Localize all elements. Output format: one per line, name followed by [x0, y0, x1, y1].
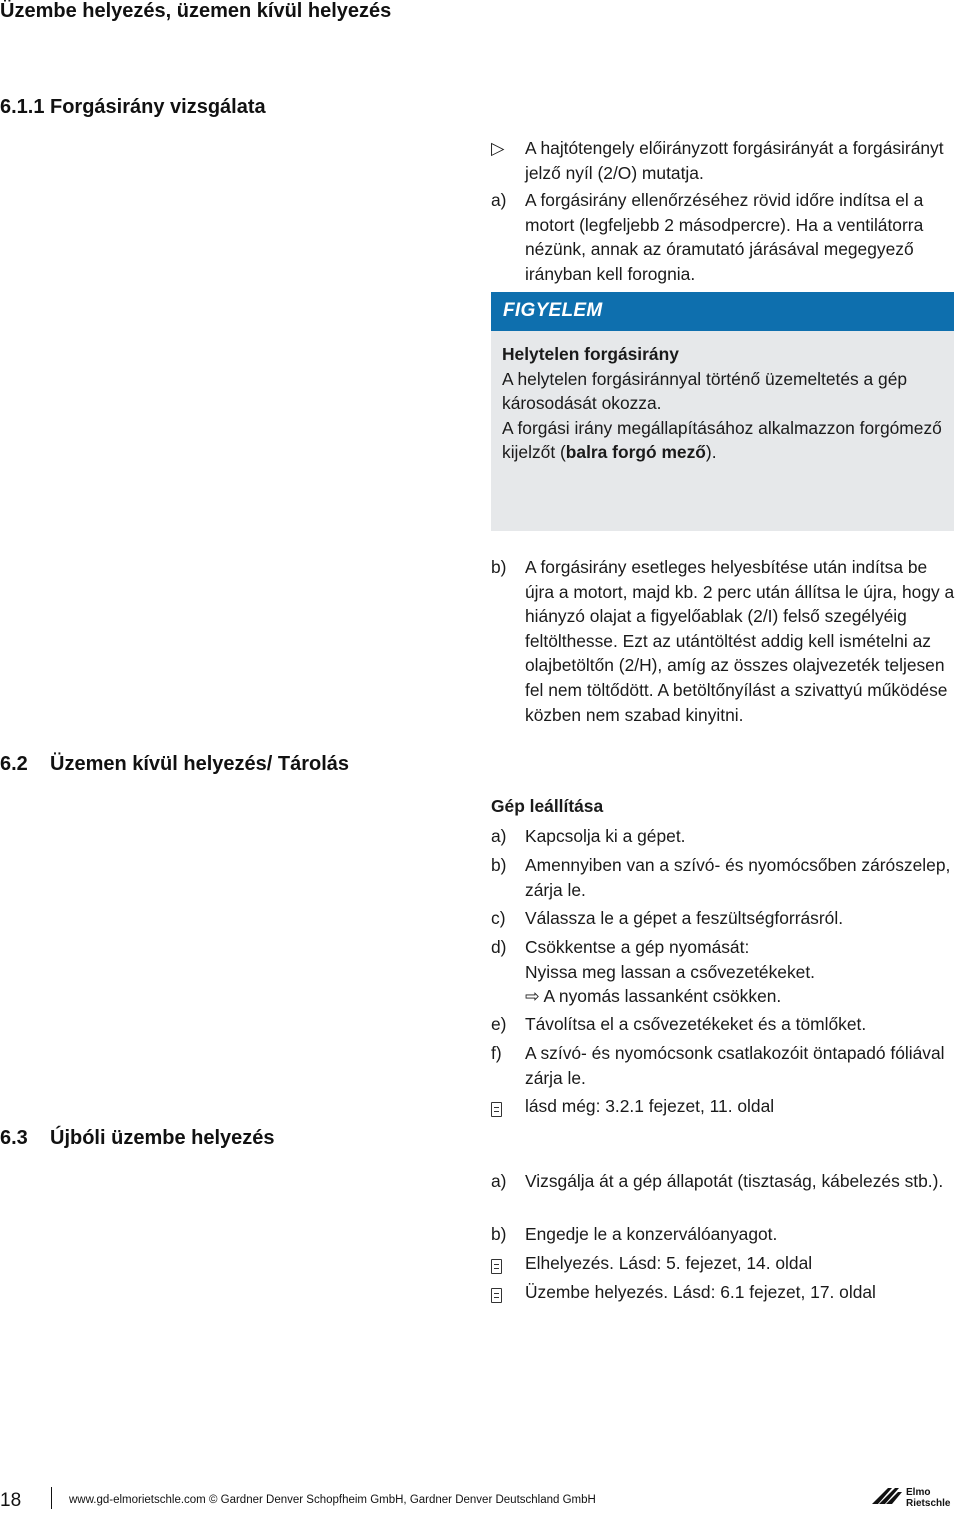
footer-divider [51, 1487, 52, 1509]
list-item-label: b) [491, 1224, 507, 1244]
list-item-label: a) [491, 826, 507, 846]
footer-url[interactable]: www.gd-elmorietschle.com [69, 1494, 206, 1506]
list-item-text: A forgásirány ellenőrzéséhez rövid időre indítsa el a motort (legfeljebb 2 másodpercre). Ha a ventilátorra nézünk, annak az óramutató járásával megegyező irányban kell forognia. [525, 190, 924, 284]
list-item [491, 1251, 956, 1276]
section-heading-6-3 [0, 1127, 275, 1150]
section-title: Újbóli üzembe helyezés [50, 1127, 275, 1149]
section-title: Üzemen kívül helyezés/ Tárolás [50, 753, 350, 775]
list-item-text: Engedje le a konzerválóanyagot. [525, 1224, 778, 1244]
list-item-label: c) [491, 908, 506, 928]
list-item-text: Csökkentse a gép nyomását: [525, 937, 750, 957]
document-reference-icon [491, 1288, 502, 1303]
reference-text: Elhelyezés. Lásd: 5. fejezet, 14. oldal [525, 1253, 813, 1273]
list-item [491, 1280, 956, 1305]
subheading-stop-machine: Gép leállítása [491, 796, 604, 816]
warning-box [491, 331, 954, 531]
warning-emphasis: balra forgó mező [565, 442, 706, 463]
list-item-text: A hajtótengely előirányzott forgásirányát a forgásirányt jelző nyíl (2/O) mutatja. [525, 138, 944, 183]
elmo-rietschle-logo [870, 1484, 958, 1508]
list-item-label: b) [491, 855, 507, 875]
list-item-text: Kapcsolja ki a gépet. [525, 826, 686, 846]
warning-title: Helytelen forgásirány [502, 344, 679, 364]
section-heading-6-2 [0, 753, 349, 776]
precondition-triangle-icon: ▷ [491, 138, 505, 158]
section-number: 6.1.1 [0, 96, 45, 118]
list-item-text: Vizsgálja át a gép állapotát (tisztaság, kábelezés stb.). [525, 1171, 944, 1191]
list-item-text: A forgásirány esetleges helyesbítése után indítsa be újra a motort, majd kb. 2 perc után állítsa le újra, hogy a hiányzó olajat a figyelőablak (2/I) felső szegélyéig feltölthesse. Ezt az utántöltést addig kell ismételni az olajbetöltőn (2/H), amíg az összes olajvezeték teljesen fel nem töltődött. A betöltőnyílást a szivattyú működése közben nem szabad kinyitni. [525, 557, 955, 725]
list-item [491, 188, 956, 286]
logo-swoosh-icon [870, 1484, 958, 1508]
reference-text: Üzembe helyezés. Lásd: 6.1 fejezet, 17. oldal [525, 1282, 876, 1302]
page-title: Üzembe helyezés, üzemen kívül helyezés [0, 0, 392, 22]
result-line: ⇨ A nyomás lassanként csökken. [525, 986, 782, 1007]
section-number: 6.2 [0, 753, 28, 775]
list-item-label: a) [491, 1171, 507, 1191]
list-item-label: e) [491, 1014, 507, 1034]
list-item [491, 1094, 956, 1119]
list-item-label: f) [491, 1043, 502, 1063]
list-item [491, 1041, 956, 1090]
page-number: 18 [0, 1490, 22, 1511]
section-title: Forgásirány vizsgálata [50, 96, 266, 118]
warning-label: FIGYELEM [503, 300, 603, 321]
document-reference-icon [491, 1102, 502, 1117]
logo-text-line1: Elmo [906, 1487, 931, 1498]
list-item-text: Nyissa meg lassan a csővezetékeket. [525, 961, 815, 982]
list-item [491, 1169, 956, 1194]
list-item-text: A szívó- és nyomócsonk csatlakozóit öntapadó fóliával zárja le. [525, 1043, 945, 1088]
list-item [491, 136, 956, 185]
list-item [491, 555, 956, 727]
document-reference-icon [491, 1259, 502, 1274]
list-item [491, 824, 956, 849]
logo-text-line2: Rietschle [906, 1498, 951, 1508]
list-item-label: a) [491, 190, 507, 210]
reference-text: lásd még: 3.2.1 fejezet, 11. oldal [525, 1096, 775, 1116]
list-item [491, 1222, 956, 1247]
list-item [491, 906, 956, 931]
list-item-label: b) [491, 557, 507, 577]
warning-header [491, 292, 954, 331]
result-arrow-icon: ⇨ [525, 986, 540, 1007]
section-number: 6.3 [0, 1127, 28, 1149]
list-item-text: Válassza le a gépet a feszültségforrásról. [525, 908, 844, 928]
list-item [491, 853, 956, 902]
section-heading-6-1-1 [0, 96, 266, 119]
warning-instruction: A forgási irány megállapításához alkalmazzon forgómező kijelzőt (balra forgó mező). [502, 417, 942, 463]
warning-text: A helytelen forgásiránnyal történő üzemeltetés a gép károsodását okozza. [502, 368, 908, 414]
list-item-label: d) [491, 937, 507, 957]
footer-text [69, 1494, 596, 1506]
list-item-text: Amennyiben van a szívó- és nyomócsőben zárószelep, zárja le. [525, 855, 951, 900]
footer-copyright: © Gardner Denver Schopfheim GmbH, Gardner Denver Deutschland GmbH [208, 1494, 596, 1506]
list-item-text: Távolítsa el a csővezetékeket és a tömlőket. [525, 1014, 867, 1034]
list-item [491, 935, 956, 1009]
list-item [491, 1012, 956, 1037]
